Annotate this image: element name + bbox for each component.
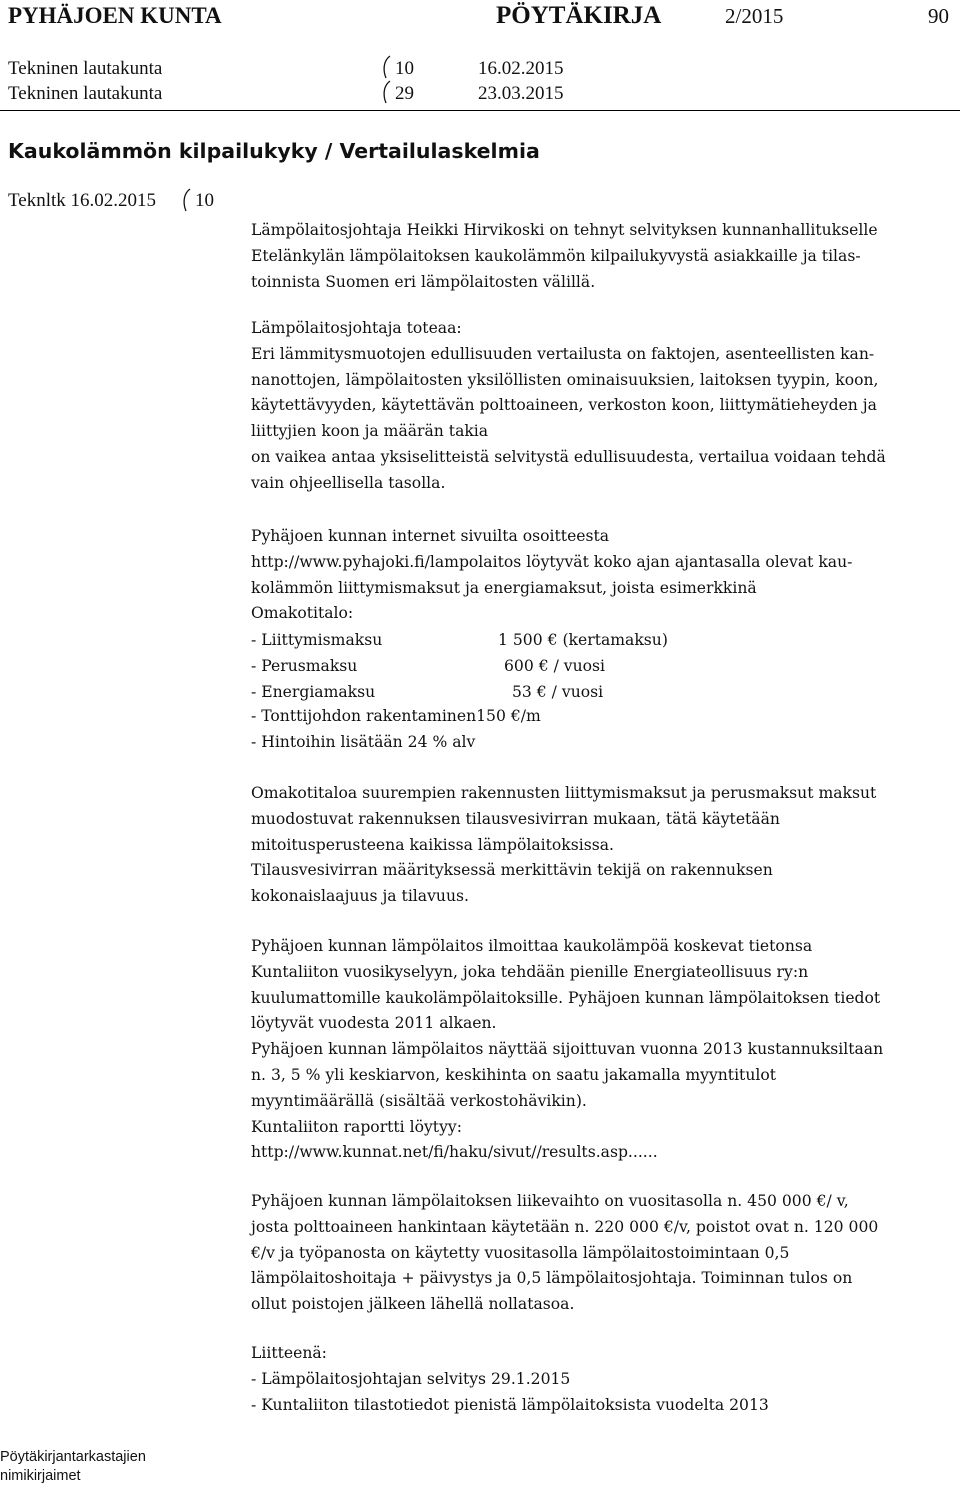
fee-label: - Energiamaksu	[251, 683, 376, 701]
text-line: ollut poistojen jälkeen lähellä nollatasoa.	[251, 1295, 575, 1314]
text-line: Pyhäjoen kunnan internet sivuilta osoitteesta	[251, 527, 610, 545]
text-line: Lämpölaitosjohtaja Heikki Hirvikoski on tehnyt selvityksen kunnanhallitukselle	[251, 221, 878, 239]
fee-label: - Liittymismaksu	[251, 631, 383, 649]
fee-notes	[251, 704, 951, 756]
text-line: Eri lämmitysmuotojen edullisuuden vertailusta on faktojen, asenteellisten kan-	[251, 344, 875, 363]
header-divider	[0, 110, 960, 111]
section-mark-icon	[180, 188, 192, 212]
text-line: Omakotitalo:	[251, 604, 354, 623]
text-line: käytettävyyden, käytettävän polttoaineen, verkoston koon, liittymätieheyden ja	[251, 396, 877, 415]
fee-value: 53 € / vuosi	[512, 683, 604, 701]
paragraph-intro	[251, 218, 951, 295]
text-line: kokonaislaajuus ja tilavuus.	[251, 887, 469, 906]
text-line: http://www.pyhajoki.fi/lampolaitos löytyvät koko ajan ajantasalla olevat kau-	[251, 552, 853, 571]
text-line: n. 3, 5 % yli keskiarvon, keskihinta on saatu jakamalla myyntitulot	[251, 1065, 777, 1084]
document-type: PÖYTÄKIRJA	[496, 2, 662, 29]
meeting-body-1: Tekninen lautakunta	[8, 58, 163, 79]
text-line: mitoitusperusteena kaikissa lämpölaitoksissa.	[251, 835, 614, 854]
text-line: - Tonttijohdon rakentaminen150 €/m	[251, 707, 541, 725]
text-line: vain ohjeellisella tasolla.	[251, 473, 446, 492]
footer-label	[0, 1448, 146, 1486]
text-line: on vaikea antaa yksiselitteistä selvitystä edullisuudesta, vertailua voidaan tehdä	[251, 447, 886, 466]
section-mark-icon	[380, 55, 392, 79]
page-number: 90	[928, 4, 949, 28]
text-line: josta polttoaineen hankintaan käytetään n. 220 000 €/v, poistot ovat n. 120 000	[251, 1217, 879, 1236]
meeting-date-1: 16.02.2015	[478, 58, 564, 79]
text-line: Omakotitaloa suurempien rakennusten liittymismaksut ja perusmaksut maksut	[251, 784, 877, 802]
text-line: toinnista Suomen eri lämpölaitosten välillä.	[251, 272, 596, 291]
text-line: kuulumattomille kaukolämpölaitoksille. Pyhäjoen kunnan lämpölaitoksen tiedot	[251, 988, 881, 1007]
document-number: 2/2015	[725, 4, 784, 28]
meeting-section-1: 10	[395, 58, 414, 79]
municipality-name: PYHÄJOEN KUNTA	[8, 3, 222, 28]
attachment-item: - Lämpölaitosjohtajan selvitys 29.1.2015	[251, 1369, 571, 1388]
footer-line: Pöytäkirjantarkastajien	[0, 1449, 146, 1465]
text-line: - Hintoihin lisätään 24 % alv	[251, 732, 476, 751]
text-line: Lämpölaitosjohtaja toteaa:	[251, 319, 462, 337]
fee-row	[251, 653, 951, 679]
fee-row	[251, 679, 951, 705]
attachments	[251, 1341, 951, 1418]
section-title: Kaukolämmön kilpailukyky / Vertailulaskelmia	[8, 139, 540, 163]
fee-label: - Perusmaksu	[251, 657, 358, 675]
text-line: löytyvät vuodesta 2011 alkaen.	[251, 1014, 497, 1033]
text-line: Tilausvesivirran määrityksessä merkittävin tekijä on rakennuksen	[251, 861, 773, 880]
text-line: Pyhäjoen kunnan lämpölaitos näyttää sijoittuvan vuonna 2013 kustannuksiltaan	[251, 1040, 884, 1059]
text-line: €/v ja työpanosta on käytetty vuositasolla lämpölaitostoimintaan 0,5	[251, 1243, 790, 1262]
text-line: muodostuvat rakennuksen tilausvesivirran mukaan, tätä käytetään	[251, 809, 780, 828]
text-line: liittyjien koon ja määrän takia	[251, 422, 489, 441]
meeting-body-2: Tekninen lautakunta	[8, 83, 163, 104]
meeting-date-2: 23.03.2015	[478, 83, 564, 104]
text-line: lämpölaitoshoitaja + päivystys ja 0,5 lämpölaitosjohtaja. Toiminnan tulos on	[251, 1269, 853, 1288]
previous-reference: Teknltk 16.02.2015	[8, 190, 157, 211]
report-link[interactable]: http://www.kunnat.net/fi/haku/sivut//results.asp......	[251, 1143, 658, 1162]
paragraph-kuntaliitto	[251, 934, 951, 1166]
text-line: Kuntaliiton raportti löytyy:	[251, 1117, 462, 1136]
text-line: Pyhäjoen kunnan lämpölaitoksen liikevaihto on vuositasolla n. 450 000 €/ v,	[251, 1192, 849, 1210]
text-line: Etelänkylän lämpölaitoksen kaukolämmön kilpailukyvystä asiakkaille ja tilas-	[251, 246, 861, 265]
fee-row	[251, 627, 951, 653]
section-mark-icon	[380, 80, 392, 104]
text-line: nanottojen, lämpölaitosten yksilöllisten ominaisuuksien, laitoksen tyypin, koon,	[251, 370, 879, 389]
paragraph-turnover	[251, 1189, 951, 1318]
text-line: Pyhäjoen kunnan lämpölaitos ilmoittaa kaukolämpöä koskevat tietonsa	[251, 937, 813, 955]
text-line: Kuntaliiton vuosikyselyyn, joka tehdään pienille Energiateollisuus ry:n	[251, 962, 809, 981]
text-line: kolämmön liittymismaksut ja energiamaksut, joista esimerkkinä	[251, 578, 757, 597]
paragraph-statement	[251, 316, 951, 497]
fee-value: 1 500 € (kertamaksu)	[498, 631, 668, 649]
attachments-heading: Liitteenä:	[251, 1344, 327, 1362]
reference-section: 10	[195, 190, 214, 211]
fee-value: 600 € / vuosi	[504, 657, 606, 675]
paragraph-larger-buildings	[251, 781, 951, 910]
paragraph-fees-intro	[251, 524, 951, 627]
footer-line: nimikirjaimet	[0, 1468, 81, 1484]
meeting-section-2: 29	[395, 83, 414, 104]
attachment-item: - Kuntaliiton tilastotiedot pienistä lämpölaitoksista vuodelta 2013	[251, 1395, 769, 1414]
text-line: myyntimäärällä (sisältää verkostohävikin).	[251, 1091, 587, 1110]
